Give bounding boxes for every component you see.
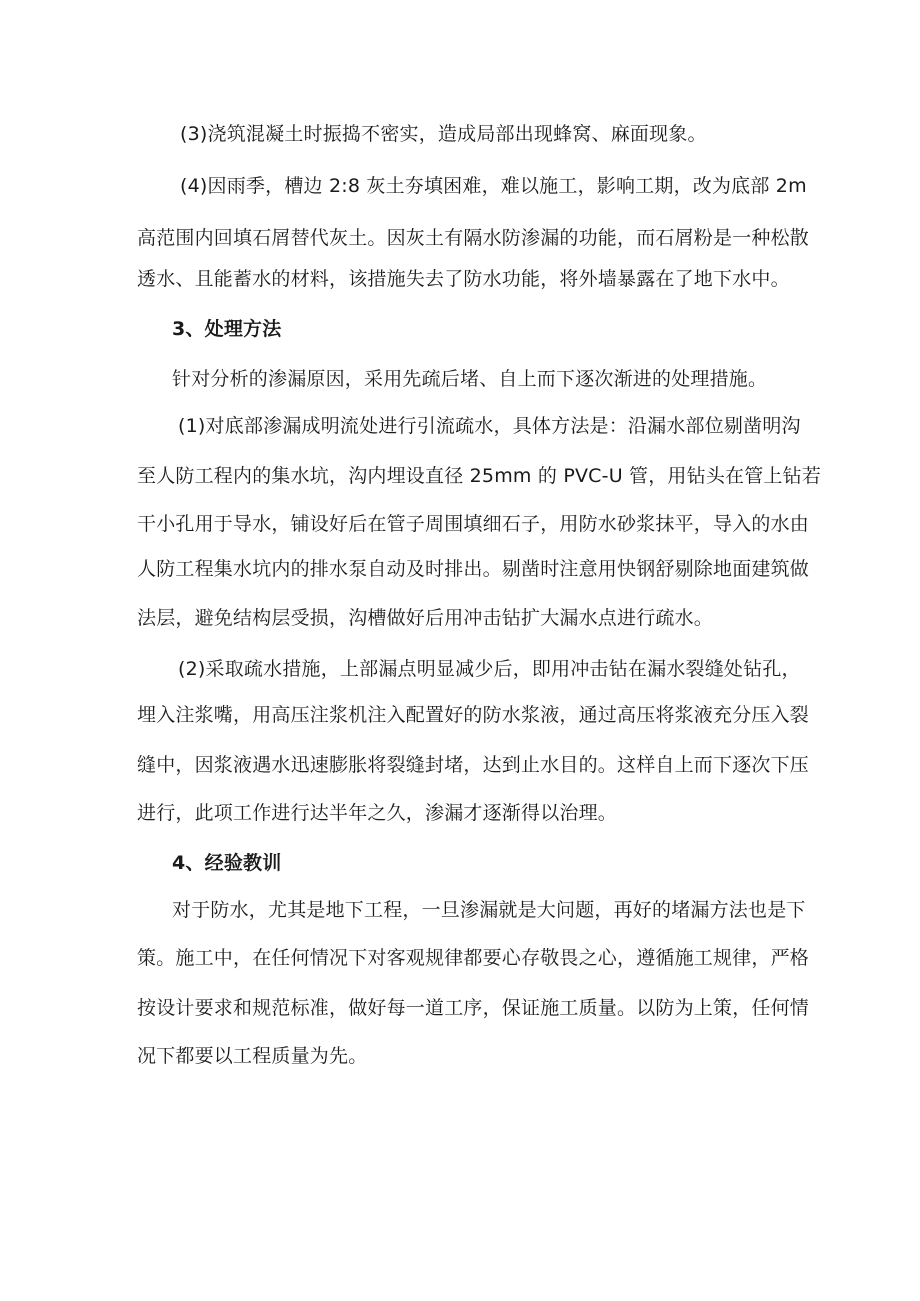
paragraph-4-line-3: 透水、且能蓄水的材料，该措施失去了防水功能，将外墙暴露在了地下水中。 xyxy=(137,268,790,290)
lesson-paragraph-line-4: 况下都要以工程质量为先。 xyxy=(137,1045,368,1067)
paragraph-4-line-2: 高范围内回填石屑替代灰土。因灰土有隔水防渗漏的功能，而石屑粉是一种松散 xyxy=(137,227,810,249)
paragraph-2-line-4: 进行，此项工作进行达半年之久，渗漏才逐渐得以治理。 xyxy=(137,802,618,824)
paragraph-1-line-3: 干小孔用于导水，铺设好后在管子周围填细石子，用防水砂浆抹平，导入的水由 xyxy=(137,513,810,535)
lesson-paragraph-line-2: 策。施工中，在任何情况下对客观规律都要心存敬畏之心，遵循施工规律，严格 xyxy=(137,947,810,969)
paragraph-4-line-1: (4)因雨季，槽边 2:8 灰土夯填困难，难以施工，影响工期，改为底部 2m xyxy=(180,175,807,197)
section-heading-3: 3、处理方法 xyxy=(172,318,282,340)
lesson-paragraph-line-3: 按设计要求和规范标准，做好每一道工序，保证施工质量。以防为上策，任何情 xyxy=(137,997,810,1019)
paragraph-1-line-2: 至人防工程内的集水坑，沟内埋设直径 25mm 的 PVC-U 管，用钻头在管上钻若 xyxy=(137,465,822,487)
section-heading-4: 4、经验教训 xyxy=(172,852,282,874)
paragraph-2-line-2: 埋入注浆嘴，用高压注浆机注入配置好的防水浆液，通过高压将浆液充分压入裂 xyxy=(137,704,810,726)
lesson-paragraph-line-1: 对于防水，尤其是地下工程，一旦渗漏就是大问题，再好的堵漏方法也是下 xyxy=(172,899,806,921)
intro-paragraph: 针对分析的渗漏原因，采用先疏后堵、自上而下逐次渐进的处理措施。 xyxy=(172,368,768,390)
paragraph-1-line-1: (1)对底部渗漏成明流处进行引流疏水，具体方法是：沿漏水部位剔凿明沟 xyxy=(178,415,801,437)
paragraph-3-line-1: (3)浇筑混凝土时振捣不密实，造成局部出现蜂窝、麻面现象。 xyxy=(180,123,707,145)
paragraph-2-line-1: (2)采取疏水措施，上部漏点明显减少后，即用冲击钻在漏水裂缝处钻孔， xyxy=(178,658,801,680)
paragraph-2-line-3: 缝中，因浆液遇水迅速膨胀将裂缝封堵，达到止水目的。这样自上而下逐次下压 xyxy=(137,754,810,776)
paragraph-1-line-5: 法层，避免结构层受损，沟槽做好后用冲击钻扩大漏水点进行疏水。 xyxy=(137,607,714,629)
paragraph-1-line-4: 人防工程集水坑内的排水泵自动及时排出。剔凿时注意用快钢舒剔除地面建筑做 xyxy=(137,558,810,580)
